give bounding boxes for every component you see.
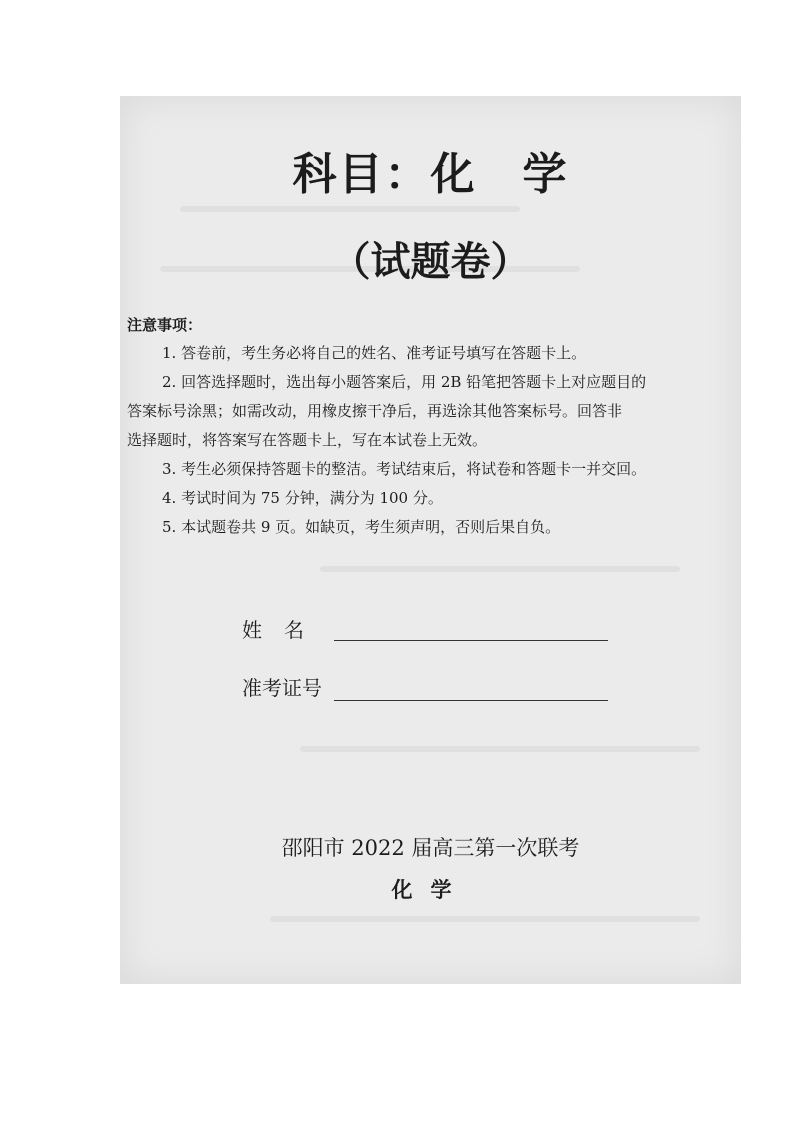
bleed-through-mark <box>180 206 520 212</box>
exam-id-label: 准考证号 <box>242 676 322 700</box>
bleed-through-mark <box>320 566 680 572</box>
notice-item-5: 5. 本试题卷共 9 页。如缺页，考生须声明，否则后果自负。 <box>162 518 561 536</box>
notice-item-3: 3. 考生必须保持答题卡的整洁。考试结束后，将试卷和答题卡一并交回。 <box>162 460 647 478</box>
exam-subject: 化学 <box>391 877 470 902</box>
page-title: 科目：化 学 <box>292 149 569 200</box>
exam-cover-sheet <box>120 96 741 984</box>
bleed-through-mark <box>300 746 700 752</box>
notice-item-1: 1. 答卷前，考生务必将自己的姓名、准考证号填写在答题卡上。 <box>162 344 587 362</box>
notice-item-2-line-3: 选择题时，将答案写在答题卡上，写在本试卷上无效。 <box>127 431 488 449</box>
name-label: 姓名 <box>242 618 326 642</box>
exam-id-field[interactable] <box>334 700 608 701</box>
notice-item-4: 4. 考试时间为 75 分钟，满分为 100 分。 <box>162 489 443 507</box>
exam-name: 邵阳市 2022 届高三第一次联考 <box>281 836 580 860</box>
page-subtitle: （试题卷） <box>330 238 531 285</box>
name-field[interactable] <box>334 640 608 641</box>
notice-item-2-line-1: 2. 回答选择题时，选出每小题答案后，用 2B 铅笔把答题卡上对应题目的 <box>162 373 647 391</box>
notice-item-2-line-2: 答案标号涂黑；如需改动，用橡皮擦干净后，再选涂其他答案标号。回答非 <box>127 402 623 420</box>
bleed-through-mark <box>270 916 700 922</box>
notice-heading: 注意事项： <box>127 316 203 334</box>
